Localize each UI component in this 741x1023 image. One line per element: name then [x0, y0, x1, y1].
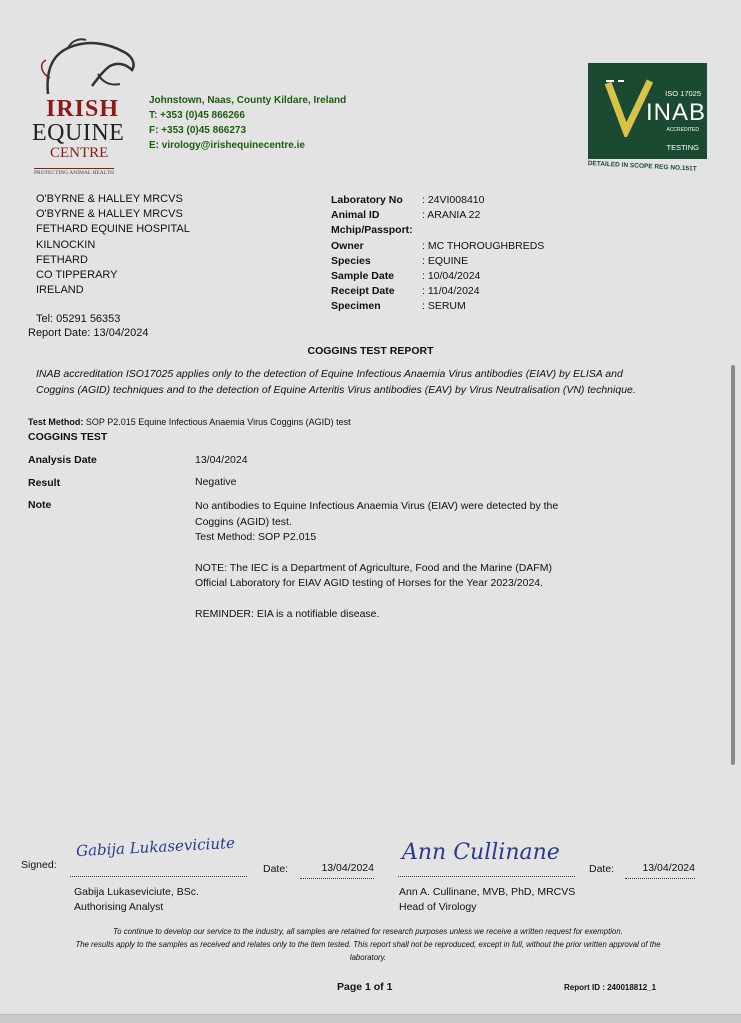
horse-head-icon	[28, 34, 144, 98]
inab-note: INAB accreditation ISO17025 applies only to the detection of Equine Infectious Anaemia Virus antibodies (EIAV) by ELISA and Coggins (AGID) techniques and to the detection of Equine Arteritis Virus antibodies (EAV) by Virus Neutralisation (VN) technique.	[36, 368, 636, 396]
sample-label: Mchip/Passport:	[331, 224, 413, 237]
disclaimer-retention: To continue to develop our service to the industry, all samples are retained for research purposes unless we receive a written request for exemption.	[113, 927, 623, 936]
footer-disclaimer	[64, 925, 672, 964]
date-value-1: 13/04/2024	[300, 862, 374, 879]
signer-1-role: Authorising Analyst	[74, 901, 164, 913]
sample-value: : 10/04/2024	[422, 270, 481, 283]
analysis-date-label: Analysis Date	[28, 454, 97, 466]
lab-address: Johnstown, Naas, County Kildare, Ireland	[149, 95, 347, 106]
note-text	[195, 499, 575, 622]
report-id: Report ID : 240018812_1	[564, 983, 657, 992]
vertical-scrollbar[interactable]	[731, 365, 735, 765]
lab-phone: T: +353 (0)45 866266	[149, 110, 245, 121]
sample-label: Animal ID	[331, 209, 380, 222]
inab-brand: INAB	[646, 99, 707, 126]
sample-value: : ARANIA 22	[422, 209, 481, 222]
logo-name-line1: IRISH	[46, 96, 120, 122]
sample-label: Specimen	[331, 300, 381, 313]
recipient-line: O'BYRNE & HALLEY MRCVS	[36, 193, 183, 205]
signer-2-name: Ann A. Cullinane, MVB, PhD, MRCVS	[399, 886, 576, 898]
recipient-line: CO TIPPERARY	[36, 269, 118, 282]
recipient-line: KILNOCKIN	[36, 238, 96, 251]
sample-value: : MC THOROUGHBREDS	[422, 239, 545, 252]
sample-label: Species	[331, 254, 371, 267]
signature-2: Ann Cullinane	[402, 840, 560, 865]
sample-label: Owner	[331, 239, 364, 252]
date-label-1: Date:	[263, 863, 289, 875]
lab-contact	[149, 93, 346, 153]
signed-label: Signed:	[21, 859, 57, 871]
note-label: Note	[28, 499, 52, 511]
sample-value: : 24VI008410	[422, 194, 485, 206]
test-method	[28, 417, 351, 427]
logo-name-line3: CENTRE	[50, 145, 109, 161]
note-reminder: REMINDER: EIA is a notifiable disease.	[195, 607, 380, 620]
note-method: Test Method: SOP P2.015	[195, 531, 317, 543]
recipient-line: IRELAND	[36, 284, 84, 297]
note-dafm: NOTE: The IEC is a Department of Agriculture, Food and the Marine (DAFM) Official Laboratory for EIAV AGID testing of Horses for the Year 2023/2024.	[195, 561, 552, 589]
report-title: COGGINS TEST REPORT	[307, 345, 434, 357]
report-date: Report Date: 13/04/2024	[28, 327, 149, 339]
recipient-tel: Tel: 05291 56353	[36, 313, 121, 325]
test-method-value: SOP P2.015 Equine Infectious Anaemia Virus Coggins (AGID) test	[85, 417, 351, 427]
sample-value: : SERUM	[422, 300, 466, 313]
analysis-date-value: 13/04/2024	[195, 454, 248, 466]
signer-1-name: Gabija Lukaseviciute, BSc.	[74, 886, 199, 898]
recipient-line: O'BYRNE & HALLEY MRCVS	[36, 208, 183, 221]
signature-line-2	[398, 876, 575, 877]
date-value-2: 13/04/2024	[625, 862, 695, 879]
result-label: Result	[28, 477, 61, 489]
date-label-2: Date:	[589, 863, 615, 875]
sample-label: Receipt Date	[331, 285, 395, 298]
lab-email: E: virology@irishequinecentre.ie	[149, 140, 305, 151]
section-title: COGGINS TEST	[28, 431, 108, 443]
lab-fax: F: +353 (0)45 866273	[149, 125, 247, 136]
sample-label: Sample Date	[331, 270, 395, 283]
recipient-line: FETHARD EQUINE HOSPITAL	[36, 223, 190, 236]
inab-accredited: ACCREDITED	[666, 127, 699, 133]
irish-equine-centre-logo	[28, 34, 144, 180]
sample-details	[331, 193, 544, 315]
inab-testing: TESTING	[666, 143, 699, 152]
signature-line-1	[70, 876, 247, 877]
sample-value: : 11/04/2024	[422, 285, 480, 298]
inab-accreditation-badge	[588, 63, 708, 171]
disclaimer-reproduction: The results apply to the samples as received and relates only to the item tested. This report shall not be reproduced, except in full, without the prior written approval of the laboratory.	[75, 940, 661, 962]
logo-name-line2: EQUINE	[32, 120, 125, 146]
inab-iso: ISO 17025	[665, 89, 701, 98]
test-method-label: Test Method:	[28, 417, 84, 427]
sample-label: Laboratory No	[331, 194, 403, 206]
inab-scope: DETAILED IN SCOPE REG NO.151T	[587, 160, 697, 173]
note-detection: No antibodies to Equine Infectious Anaemia Virus (EIAV) were detected by the Coggins (AGID) test.	[195, 500, 559, 528]
sample-value: : EQUINE	[422, 254, 469, 267]
result-value: Negative	[195, 476, 237, 488]
page-number: Page 1 of 1	[337, 981, 393, 993]
signer-2-role: Head of Virology	[399, 901, 477, 913]
signature-1: Gabija Lukaseviciute	[75, 833, 236, 861]
recipient-address	[36, 192, 190, 298]
logo-tagline: PROTECTING ANIMAL HEALTH	[34, 170, 114, 176]
recipient-line: FETHARD	[36, 253, 88, 266]
